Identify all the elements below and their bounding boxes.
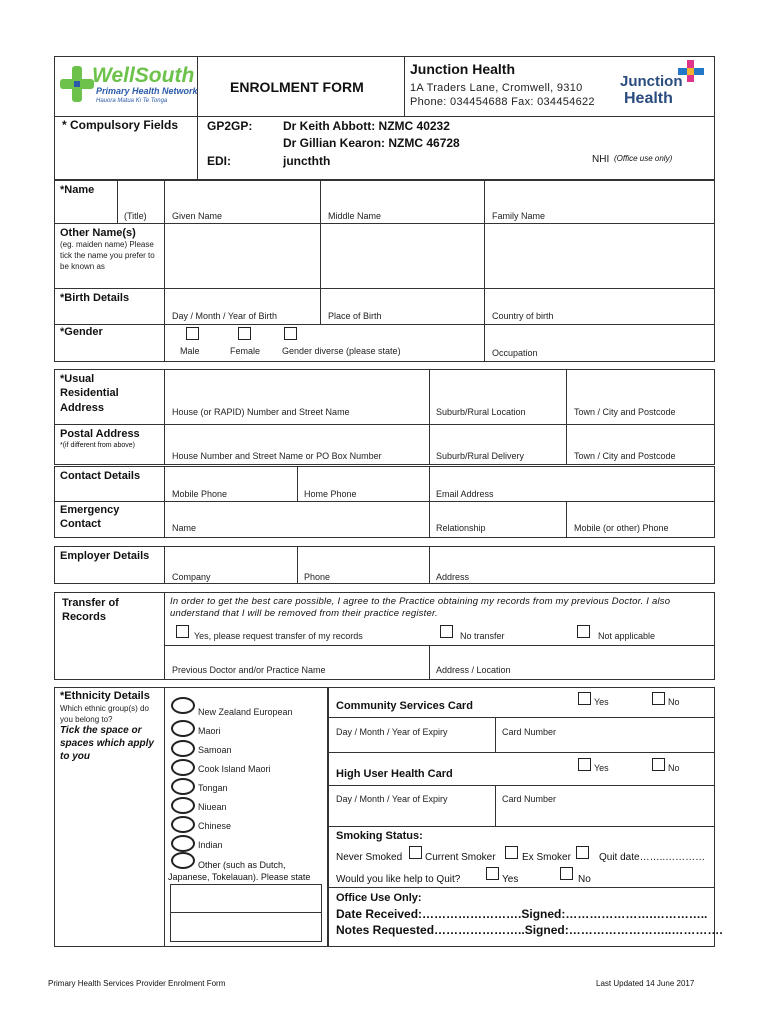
company-label: Company xyxy=(172,572,211,582)
employer-section xyxy=(54,546,715,584)
contact-details-label: Contact Details xyxy=(60,470,141,482)
ethnicity-option-label: Cook Island Maori xyxy=(198,764,271,774)
notes-requested-line[interactable]: Notes Requested…………………..Signed:……………………..…………. xyxy=(336,923,723,937)
ethnicity-option-maori-checkbox[interactable] xyxy=(171,720,195,737)
ethnicity-option-cook-island-maori-checkbox[interactable] xyxy=(171,759,195,776)
other-names-input[interactable] xyxy=(165,225,714,287)
ethnicity-option-tongan-checkbox[interactable] xyxy=(171,778,195,795)
csc-no-label: No xyxy=(668,697,680,707)
practice-name: Junction Health xyxy=(410,61,516,77)
emergency-name-label: Name xyxy=(172,523,197,533)
ethnicity-option-label: New Zealand European xyxy=(198,707,293,717)
family-name-input[interactable] xyxy=(485,181,714,209)
transfer-consent-text: In order to get the best care possible, I agree to the Practice obtaining my records from my previous Doctor. I also understand that I will be removed from their practice register. xyxy=(170,596,671,620)
gender-label: *Gender xyxy=(60,326,103,338)
csc-yes-label: Yes xyxy=(594,697,609,707)
emergency-mobile-label: Mobile (or other) Phone xyxy=(574,523,669,533)
ex-smoker-checkbox[interactable] xyxy=(576,846,589,859)
given-name-label: Given Name xyxy=(172,211,223,221)
no-transfer-label: No transfer xyxy=(460,631,505,641)
middle-name-label: Middle Name xyxy=(328,211,382,221)
wellsouth-logo-name: WellSouth xyxy=(92,64,195,87)
employer-address-label: Address xyxy=(436,572,470,582)
transfer-na-checkbox[interactable] xyxy=(577,625,590,638)
gp2gp-label: GP2GP: xyxy=(207,119,253,133)
gender-diverse-label: Gender diverse (please state) xyxy=(282,346,401,356)
other-names-note: (eg. maiden name) Please tick the name you prefer to be known as xyxy=(60,240,155,271)
town-label: Town / City and Postcode xyxy=(574,407,676,417)
ethnicity-option-label: Tongan xyxy=(198,783,228,793)
home-phone-label: Home Phone xyxy=(304,489,357,499)
ethnicity-other-label: Other (such as Dutch, Japanese, Tokelauan). Please state xyxy=(168,860,311,882)
huhc-expiry-label: Day / Month / Year of Expiry xyxy=(336,794,448,804)
country-of-birth-label: Country of birth xyxy=(492,311,554,321)
male-label: Male xyxy=(180,346,200,356)
never-smoked-checkbox[interactable] xyxy=(409,846,422,859)
gp2gp-doctor-1: Dr Keith Abbott: NZMC 40232 xyxy=(283,119,450,133)
ethnicity-label: *Ethnicity Details xyxy=(60,690,150,702)
postal-address-note: *(if different from above) xyxy=(60,442,135,449)
suburb-delivery-label: Suburb/Rural Delivery xyxy=(436,451,525,461)
middle-name-input[interactable] xyxy=(321,181,484,209)
quit-help-yes-checkbox[interactable] xyxy=(486,867,499,880)
name-label: *Name xyxy=(60,184,95,196)
footer-last-updated: Last Updated 14 June 2017 xyxy=(596,979,695,988)
footer-form-name: Primary Health Services Provider Enrolment Form xyxy=(48,979,226,988)
ethnicity-option-samoan-checkbox[interactable] xyxy=(171,740,195,757)
never-smoked-label: Never Smoked xyxy=(336,852,403,863)
edi-label: EDI: xyxy=(207,154,231,168)
nhi-note: (Office use only) xyxy=(614,154,673,163)
occupation-label: Occupation xyxy=(492,348,538,358)
mobile-phone-label: Mobile Phone xyxy=(172,489,228,499)
ethnicity-option-label: Samoan xyxy=(198,745,232,755)
ethnicity-option-niuean-checkbox[interactable] xyxy=(171,797,195,814)
nhi-label: NHI xyxy=(592,154,610,165)
csc-expiry-label: Day / Month / Year of Expiry xyxy=(336,727,448,737)
junction-logo-line2: Health xyxy=(624,90,673,107)
suburb-label: Suburb/Rural Location xyxy=(436,407,526,417)
gp2gp-doctor-2: Dr Gillian Kearon: NZMC 46728 xyxy=(283,136,460,150)
previous-address-label: Address / Location xyxy=(436,665,511,675)
practice-address: 1A Traders Lane, Cromwell, 9310 xyxy=(410,82,583,94)
ethnicity-question: Which ethnic group(s) do you belong to? xyxy=(60,704,149,724)
ethnicity-option-chinese-checkbox[interactable] xyxy=(171,816,195,833)
csc-label: Community Services Card xyxy=(336,700,473,712)
town-postal-label: Town / City and Postcode xyxy=(574,451,676,461)
employer-phone-label: Phone xyxy=(304,572,331,582)
transfer-records-label: Transfer of Records xyxy=(62,597,119,624)
email-address-label: Email Address xyxy=(436,489,494,499)
quit-help-no-label: No xyxy=(578,874,591,885)
family-name-label: Family Name xyxy=(492,211,546,221)
ethnicity-option-new-zealand-european-checkbox[interactable] xyxy=(171,697,195,714)
gender-male-checkbox[interactable] xyxy=(186,327,199,340)
practice-phone: Phone: 034454688 Fax: 034454622 xyxy=(410,96,595,108)
office-use-label: Office Use Only: xyxy=(336,892,422,904)
ex-smoker-label: Ex Smoker xyxy=(522,852,571,863)
wellsouth-logo-sub: Primary Health Network xyxy=(96,86,198,96)
title-field-label: (Title) xyxy=(124,211,147,221)
other-names-label: Other Name(s) xyxy=(60,227,136,239)
current-smoker-checkbox[interactable] xyxy=(505,846,518,859)
quit-help-yes-label: Yes xyxy=(502,874,519,885)
female-label: Female xyxy=(230,346,261,356)
smoking-status-label: Smoking Status: xyxy=(336,830,423,842)
huhc-no-checkbox[interactable] xyxy=(652,758,665,771)
usual-address-label: *Usual Residential Address xyxy=(60,373,119,414)
ethnicity-instruction: Tick the space or spaces which apply to you xyxy=(60,725,154,762)
transfer-na-label: Not applicable xyxy=(598,631,656,641)
junction-health-logo xyxy=(618,60,710,114)
ethnicity-option-label: Niuean xyxy=(198,802,227,812)
ethnicity-option-label: Maori xyxy=(198,726,221,736)
title-input[interactable] xyxy=(118,181,164,209)
wellsouth-logo xyxy=(60,62,198,110)
wellsouth-cross-icon xyxy=(60,64,94,104)
gender-diverse-checkbox[interactable] xyxy=(284,327,297,340)
house-po-label: House Number and Street Name or PO Box Number xyxy=(172,451,382,461)
employer-details-label: Employer Details xyxy=(60,550,150,562)
relationship-label: Relationship xyxy=(436,523,486,533)
huhc-yes-label: Yes xyxy=(594,763,609,773)
no-transfer-checkbox[interactable] xyxy=(440,625,453,638)
ethnicity-other-input[interactable] xyxy=(170,884,322,942)
ethnicity-option-label: Chinese xyxy=(198,821,232,831)
birth-details-label: *Birth Details xyxy=(60,292,130,304)
huhc-card-number-label: Card Number xyxy=(502,794,557,804)
ethnicity-option-label: Indian xyxy=(198,840,223,850)
compulsory-fields: * Compulsory Fields xyxy=(62,118,179,132)
emergency-contact-label: Emergency Contact xyxy=(60,504,120,531)
csc-card-number-label: Card Number xyxy=(502,727,557,737)
dob-label: Day / Month / Year of Birth xyxy=(172,311,278,321)
huhc-yes-checkbox[interactable] xyxy=(578,758,591,771)
huhc-label: High User Health Card xyxy=(336,768,453,780)
previous-doctor-label: Previous Doctor and/or Practice Name xyxy=(172,665,326,675)
place-of-birth-label: Place of Birth xyxy=(328,311,382,321)
edi-value: juncthth xyxy=(283,154,331,168)
quit-help-no-checkbox[interactable] xyxy=(560,867,573,880)
junction-logo-line1: Junction xyxy=(620,73,683,90)
given-name-input[interactable] xyxy=(165,181,320,209)
quit-date-field[interactable]: Quit date……..………… xyxy=(599,852,706,863)
gender-female-checkbox[interactable] xyxy=(238,327,251,340)
transfer-yes-label: Yes, please request transfer of my records xyxy=(194,631,363,641)
wellsouth-logo-tag: Hauora Matua Ki Te Tonga xyxy=(96,98,168,104)
form-title: ENROLMENT FORM xyxy=(230,79,364,95)
house-street-label: House (or RAPID) Number and Street Name xyxy=(172,407,350,417)
transfer-yes-checkbox[interactable] xyxy=(176,625,189,638)
postal-address-label: Postal Address xyxy=(60,428,140,440)
csc-yes-checkbox[interactable] xyxy=(578,692,591,705)
date-received-line[interactable]: Date Received:…………………….Signed:………………….………….. xyxy=(336,907,708,921)
quit-help-label: Would you like help to Quit? xyxy=(336,874,461,885)
csc-no-checkbox[interactable] xyxy=(652,692,665,705)
current-smoker-label: Current Smoker xyxy=(425,852,496,863)
ethnicity-option-indian-checkbox[interactable] xyxy=(171,835,195,852)
huhc-no-label: No xyxy=(668,763,680,773)
